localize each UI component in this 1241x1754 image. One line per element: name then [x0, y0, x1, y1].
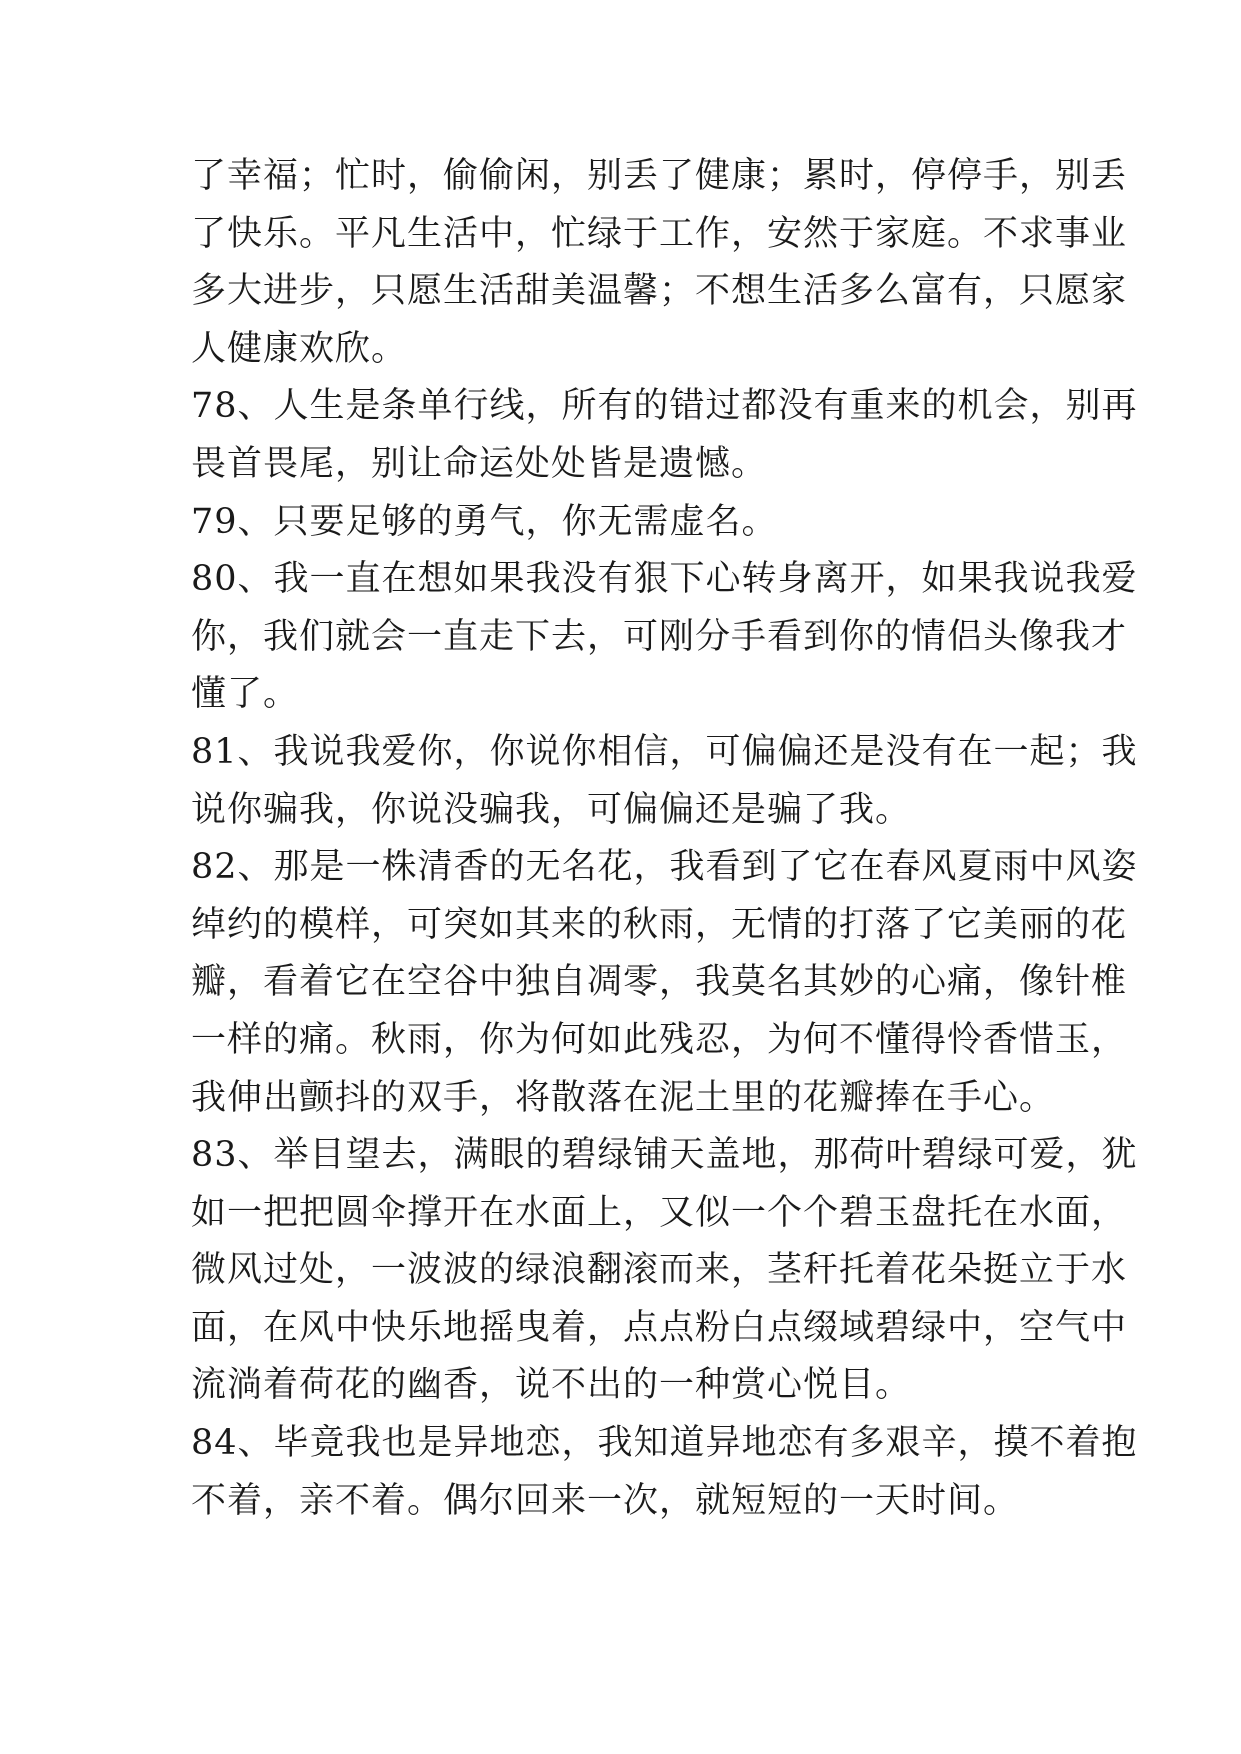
text-line: 83、举目望去，满眼的碧绿铺天盖地，那荷叶碧绿可爱，犹 — [191, 1135, 1138, 1176]
text-line: 畏首畏尾，别让命运处处皆是遗憾。 — [191, 443, 768, 484]
text-line: 82、那是一株清香的无名花，我看到了它在春风夏雨中风姿 — [191, 847, 1138, 888]
text-line: 78、人生是条单行线，所有的错过都没有重来的机会，别再 — [191, 386, 1138, 427]
text-line: 一样的痛。秋雨，你为何如此残忍，为何不懂得怜香惜玉， — [191, 1019, 1128, 1060]
text-line: 80、我一直在想如果我没有狠下心转身离开，如果我说我爱 — [191, 559, 1138, 600]
text-line: 人健康欢欣。 — [191, 328, 408, 369]
text-line: 说你骗我，你说没骗我，可偏偏还是骗了我。 — [191, 789, 912, 830]
text-line: 不着，亲不着。偶尔回来一次，就短短的一天时间。 — [191, 1480, 1020, 1521]
text-line: 我伸出颤抖的双手，将散落在泥土里的花瓣捧在手心。 — [191, 1077, 1056, 1118]
body-text — [191, 148, 1138, 1530]
text-line: 84、毕竟我也是异地恋，我知道异地恋有多艰辛，摸不着抱 — [191, 1423, 1138, 1464]
text-line: 了幸福；忙时，偷偷闲，别丢了健康；累时，停停手，别丢 — [191, 156, 1128, 196]
text-line: 绰约的模样，可突如其来的秋雨，无情的打落了它美丽的花 — [191, 904, 1128, 945]
text-line: 流淌着荷花的幽香，说不出的一种赏心悦目。 — [191, 1365, 912, 1406]
text-line: 79、只要足够的勇气，你无需虚名。 — [191, 501, 778, 542]
text-line: 你，我们就会一直走下去，可刚分手看到你的情侣头像我才 — [191, 616, 1128, 657]
text-line: 如一把把圆伞撑开在水面上，又似一个个碧玉盘托在水面， — [191, 1192, 1128, 1233]
text-line: 懂了。 — [191, 674, 300, 715]
text-line: 瓣，看着它在空谷中独自凋零，我莫名其妙的心痛，像针椎 — [191, 962, 1128, 1003]
text-line: 微风过处，一波波的绿浪翻滚而来，茎秆托着花朵挺立于水 — [191, 1250, 1128, 1291]
text-line: 面，在风中快乐地摇曳着，点点粉白点缀域碧绿中，空气中 — [191, 1307, 1128, 1348]
text-line: 了快乐。平凡生活中，忙绿于工作，安然于家庭。不求事业 — [191, 213, 1128, 254]
text-line: 多大进步，只愿生活甜美温馨；不想生活多么富有，只愿家 — [191, 271, 1128, 312]
text-line: 81、我说我爱你，你说你相信，可偏偏还是没有在一起；我 — [191, 731, 1138, 772]
